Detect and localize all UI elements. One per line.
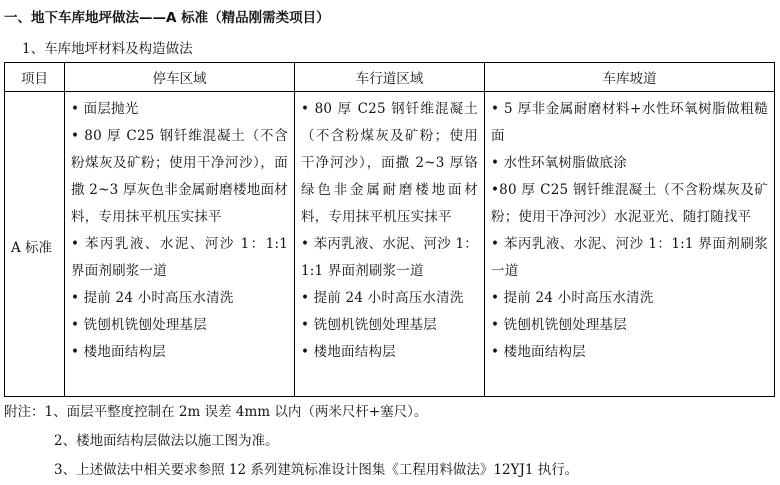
notes-block bbox=[4, 398, 578, 485]
list-item: • 苯丙乳液、水泥、河沙 1：1:1 界面剂刷浆一道 bbox=[71, 236, 288, 279]
section-heading: 一、地下车库地坪做法——A 标准（精品刚需类项目） bbox=[4, 10, 330, 26]
spec-table bbox=[4, 62, 775, 397]
parking-area-cell bbox=[65, 92, 295, 397]
list-item: • 苯丙乳液、水泥、河沙 1：1:1 界面剂刷浆一道 bbox=[301, 236, 478, 279]
header-parking-area: 停车区域 bbox=[65, 63, 295, 92]
table-row bbox=[5, 92, 775, 397]
list-item: • 楼地面结构层 bbox=[491, 344, 586, 360]
list-item: • 80 厚 C25 钢钎维混凝土（不含粉煤灰及矿粉；使用干净河沙），面撒 2~3 厚铬绿色非金属耐磨楼地面材料，专用抹平机压实抹平 bbox=[301, 101, 478, 225]
header-item: 项目 bbox=[5, 63, 65, 92]
list-item: • 铣刨机铣刨处理基层 bbox=[301, 317, 437, 333]
list-item: • 5 厚非金属耐磨材料+水性环氧树脂做粗糙面 bbox=[491, 101, 768, 144]
list-item: • 水性环氧树脂做底涂 bbox=[491, 155, 627, 171]
ramp-list bbox=[491, 96, 768, 366]
ramp-cell bbox=[485, 92, 775, 397]
header-driveway-area: 车行道区域 bbox=[295, 63, 485, 92]
parking-area-list bbox=[71, 96, 288, 366]
list-item: • 提前 24 小时高压水清洗 bbox=[301, 290, 464, 306]
note-2: 2、楼地面结构层做法以施工图为准。 bbox=[54, 433, 279, 449]
list-item: • 楼地面结构层 bbox=[71, 344, 166, 360]
list-item: • 提前 24 小时高压水清洗 bbox=[491, 290, 654, 306]
header-ramp: 车库坡道 bbox=[485, 63, 775, 92]
list-item: • 提前 24 小时高压水清洗 bbox=[71, 290, 234, 306]
note-1: 附注：1、面层平整度控制在 2m 误差 4mm 以内（两米尺杆+塞尺）。 bbox=[4, 404, 428, 420]
list-item: • 苯丙乳液、水泥、河沙 1：1:1 界面剂刷浆一道 bbox=[491, 236, 768, 279]
row-label: A 标准 bbox=[5, 92, 65, 397]
list-item: • 面层抛光 bbox=[71, 101, 139, 117]
list-item: • 楼地面结构层 bbox=[301, 344, 396, 360]
subsection-heading: 1、车库地坪材料及构造做法 bbox=[22, 41, 193, 57]
driveway-area-cell bbox=[295, 92, 485, 397]
list-item: • 铣刨机铣刨处理基层 bbox=[491, 317, 627, 333]
driveway-area-list bbox=[301, 96, 478, 366]
list-item: •80 厚 C25 钢钎维混凝土（不含粉煤灰及矿粉；使用干净河沙）水泥亚光、随打随找平 bbox=[491, 182, 768, 225]
table-header-row bbox=[5, 63, 775, 92]
list-item: • 80 厚 C25 钢钎维混凝土（不含粉煤灰及矿粉；使用干净河沙），面撒 2~3 厚灰色非金属耐磨楼地面材料，专用抹平机压实抹平 bbox=[71, 128, 288, 225]
note-3: 3、上述做法中相关要求参照 12 系列建筑标准设计图集《工程用料做法》12YJ1 执行。 bbox=[54, 462, 579, 478]
list-item: • 铣刨机铣刨处理基层 bbox=[71, 317, 207, 333]
